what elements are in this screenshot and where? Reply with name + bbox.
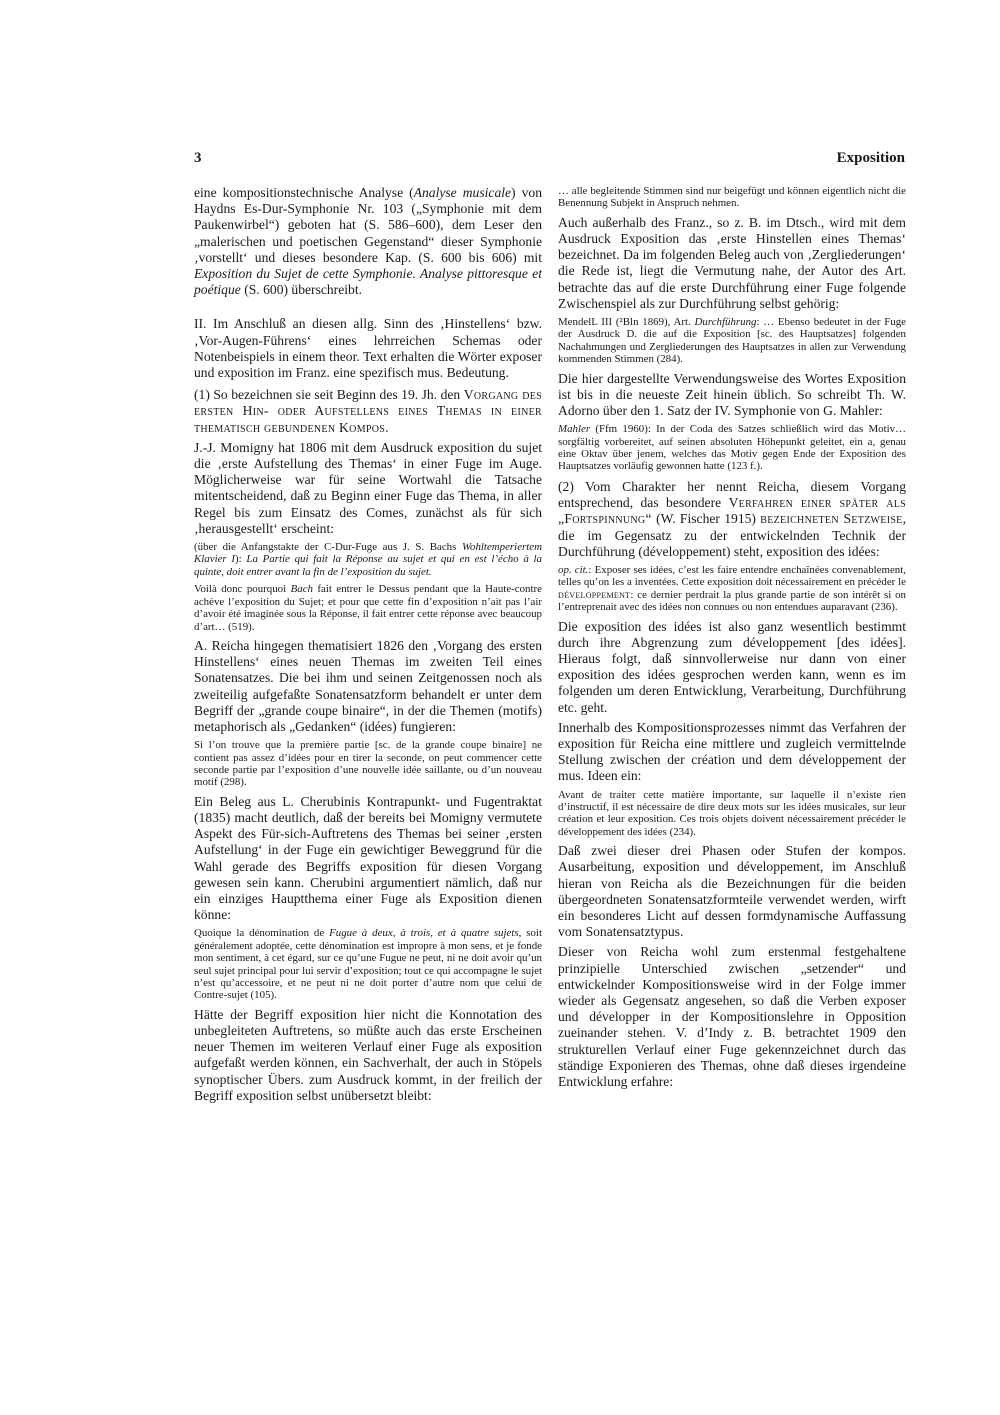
body-paragraph: Hätte der Begriff exposition hier nicht die Konnotation des unbegleiteten Auftretens, so müßte auch das erste Erscheinen neuer Themen im weiteren Verlauf einer Fuge als exposition aufgefaßt werden können, ein Sachverhalt, der auch in Stöpels synoptischer Übers. zum Ausdruck kommt, in der freilich der Begriff exposition selbst unübersetzt bleibt:: [194, 1006, 542, 1103]
quotation: Avant de traiter cette matière importante, sur laquelle il n’existe rien d’instructif, il est nécessaire de dire deux mots sur les idées musicales, sur leur création et leur exposition. Ces trois objets doivent nécessairement précéder le développement des idées (234).: [558, 788, 906, 838]
quotation: Quoique la dénomination de Fugue à deux, à trois, et à quatre sujets, soit généralement adoptée, cette dénomination est impropre à mon sens, et je fonde mon sentiment, à cet égard, sur ce qu’une Fugue ne peut, ni ne doit avoir qu’un seul sujet principal pour lui servir d’exposition; tout ce qui accompagne le sujet n’est qu’accessoire, et ne peut ni ne doit porter d’autre nom que celui de Contre-sujet (105).: [194, 927, 542, 1002]
quotation: op. cit.: Exposer ses idées, c’est les faire entendre enchaînées convenablement, telles qu’on les a inventées. Cette exposition doit nécessairement en précéder le développement: ce dernier perdrait la plus grande partie de son intérêt si on l’entreprenait avec des idées non connues ou non entendues auparavant (236).: [558, 563, 907, 614]
body-paragraph: A. Reicha hingegen thematisiert 1826 den ‚Vorgang des ersten Hinstellens‘ eines neuen Themas im zweiten Teil eines Sonatensatzes. Die bei ihm und seinen Zeitgenossen noch als zweiteilig aufgefaßte Sonatensatzform behandelt er unter dem Begriff der „grande coupe binaire“, in der die Themen (motifs) metaphorisch als „Gedanken“ (idées) fungieren:: [194, 637, 542, 734]
subsection-paragraph: (2) Vom Charakter her nennt Reicha, diesem Vorgang entsprechend, das besondere Verfahren einer später als „Fortspinnung“ (W. Fischer 1915) bezeichneten Setzweise, die im Gegensatz zu der entwickelnden Technik der Durchführung (développement) steht, exposition des idées:: [558, 478, 906, 559]
body-paragraph: J.-J. Momigny hat 1806 mit dem Ausdruck exposition du sujet die ‚erste Aufstellung des Themas‘ in einer Fuge im Auge. Möglicherweise war für seine Wortwahl die Tatsache mitentscheidend, daß zu Beginn einer Fuge das Thema, in aller Regel bis zum Einsatz des Comes, zunächst als für sich ‚herausgestellt‘ erscheint:: [194, 439, 542, 536]
quotation: Voilà donc pourquoi Bach fait entrer le Dessus pendant que la Haute-contre achève l’exposition du Sujet; et pour que cette fin d’exposition n’ait pas l’air d’avoir été imaginée sous la Réponse, il fait entrer cette réponse avec beaucoup d’art… (519).: [194, 583, 542, 633]
quotation: … alle begleitende Stimmen sind nur beigefügt und können eigentlich nicht die Benennung Subjekt in Anspruch nehmen.: [558, 185, 906, 210]
section-paragraph: II. Im Anschluß an diesen allg. Sinn des ‚Hinstellens‘ bzw. ‚Vor-Augen-Führens‘ eines lehrreichen Schemas oder Notenbeispiels in einem theor. Text erhalten die Wörter exposer und exposition im Franz. eine spezifisch mus. Bedeutung.: [194, 316, 542, 381]
body-paragraph: Ein Beleg aus L. Cherubinis Kontrapunkt- und Fugentraktat (1835) macht deutlich, daß der bereits bei Momigny vermutete Aspekt des Für-sich-Auftretens des Themas bei seiner ‚ersten Aufstellung‘ in der Fuge ein gewichtiger Beweggrund für die Wahl gerade des Begriffs exposition für diesen Vorgang gewesen sein kann. Cherubini argumentiert nämlich, daß nur ein einziges Hauptthema einer Fuge als Exposition dienen könne:: [194, 793, 542, 923]
body-paragraph: Die hier dargestellte Verwendungsweise des Wortes Exposition ist bis in die neueste Zeit hinein üblich. So schreibt Th. W. Adorno über den 1. Satz der IV. Symphonie von G. Mahler:: [558, 370, 906, 419]
body-paragraph: Dieser von Reicha wohl zum erstenmal festgehaltene prinzipielle Unterschied zwischen „setzender“ und entwickelnder Kompositionsweise wird in der Folge immer wieder als Gegensatz angesehen, so daß die Verben exposer und développer in der Kompositionslehre in Opposition zueinander stehen. V. d’Indy z. B. betrachtet 1909 den strukturellen Verlauf einer Fuge gekennzeichnet durch das ständige Exponieren des Themas, ohne daß dieses irgendeine Entwicklung erfahre:: [558, 944, 906, 1090]
quotation: MendelL III (²Bln 1869), Art. Durchführung: … Ebenso bedeutet in der Fuge der Ausdruck D. die auf die Exposition [sc. des Hauptsatzes] folgenden Nachahmungen und Zergliederungen des Hauptsatzes in allen zur Verwendung kommenden Stimmen (284).: [558, 316, 906, 366]
body-paragraph: Die exposition des idées ist also ganz wesentlich bestimmt durch ihre Abgrenzung zum développement [des idées]. Hieraus folgt, daß sinnvollerweise nur dann von einer exposition des idées gesprochen werden kann, wenn es im folgenden um deren Entwicklung, Verarbeitung, Durchführung etc. geht.: [558, 618, 906, 715]
page-number: 3: [194, 150, 202, 166]
quotation: Mahler (Ffm 1960): In der Coda des Satzes schließlich wird das Motiv… sorgfältig vorbereitet, auf seinen absoluten Höhepunkt geleitet, ein a, genau eine Oktav über jenem, welches das Motiv gegen Ende der Exposition des Hauptsatzes vorläufig gewonnen hatte (123 f.).: [558, 423, 906, 473]
quotation: Si l’on trouve que la première partie [sc. de la grande coupe binaire] ne contient pas assez d’idées pour en tirer la seconde, on peut commencer cette seconde partie par l’exposition d’une nouvelle idée saillante, ou d’un nouveau motif (298).: [194, 739, 542, 789]
body-paragraph: Daß zwei dieser drei Phasen oder Stufen der kompos. Ausarbeitung, exposition und développement, im Anschluß hieran von Reicha als die Bezeichnungen für die beiden übergeordneten Sonatensatzformteile verwendet werden, wirft ein besonderes Licht auf dessen formdynamische Auffassung vom Sonatensatztypus.: [558, 843, 906, 940]
left-column: [194, 185, 542, 1108]
quotation: (über die Anfangstakte der C-Dur-Fuge aus J. S. Bachs Wohltemperiertem Klavier I): La Partie qui fait la Réponse au sujet et qui en est l’écho à la quinte, doit entrer avant la fin de l’exposition du sujet.: [194, 541, 542, 578]
running-head: Exposition: [836, 150, 905, 166]
body-paragraph: eine kompositionstechnische Analyse (Analyse musicale) von Haydns Es-Dur-Symphonie Nr. 103 („Symphonie mit dem Paukenwirbel“) geboten hat (S. 586–600), dem Leser den „malerischen und poetischen Gegenstand“ dieser Symphonie ‚vorstellt‘ und dieses besondere Kap. (S. 600 bis 606) mit Exposition du Sujet de cette Symphonie. Analyse pittoresque et poétique (S. 600) überschreibt.: [194, 185, 542, 298]
body-paragraph: Auch außerhalb des Franz., so z. B. im Dtsch., wird mit dem Ausdruck Exposition das ‚erste Hinstellen eines Themas‘ bezeichnet. Da im folgenden Beleg auch von ‚Zergliederungen‘ die Rede ist, liegt die Vermutung nahe, der Autor des Art. betrachte das auf die erste Durchführung einer Fuge folgende Zwischenspiel als zur Durchführung selbst gehörig:: [558, 214, 906, 311]
right-column: [558, 185, 906, 1094]
subsection-paragraph: (1) So bezeichnen sie seit Beginn des 19. Jh. den Vorgang des ersten Hin- oder Aufstellens eines Themas in einer thematisch gebundenen Kompos.: [194, 387, 542, 435]
body-paragraph: Innerhalb des Kompositionsprozesses nimmt das Verfahren der exposition für Reicha eine mittlere und zugleich vermittelnde Stellung zwischen der création und dem développement der mus. Ideen ein:: [558, 719, 906, 784]
